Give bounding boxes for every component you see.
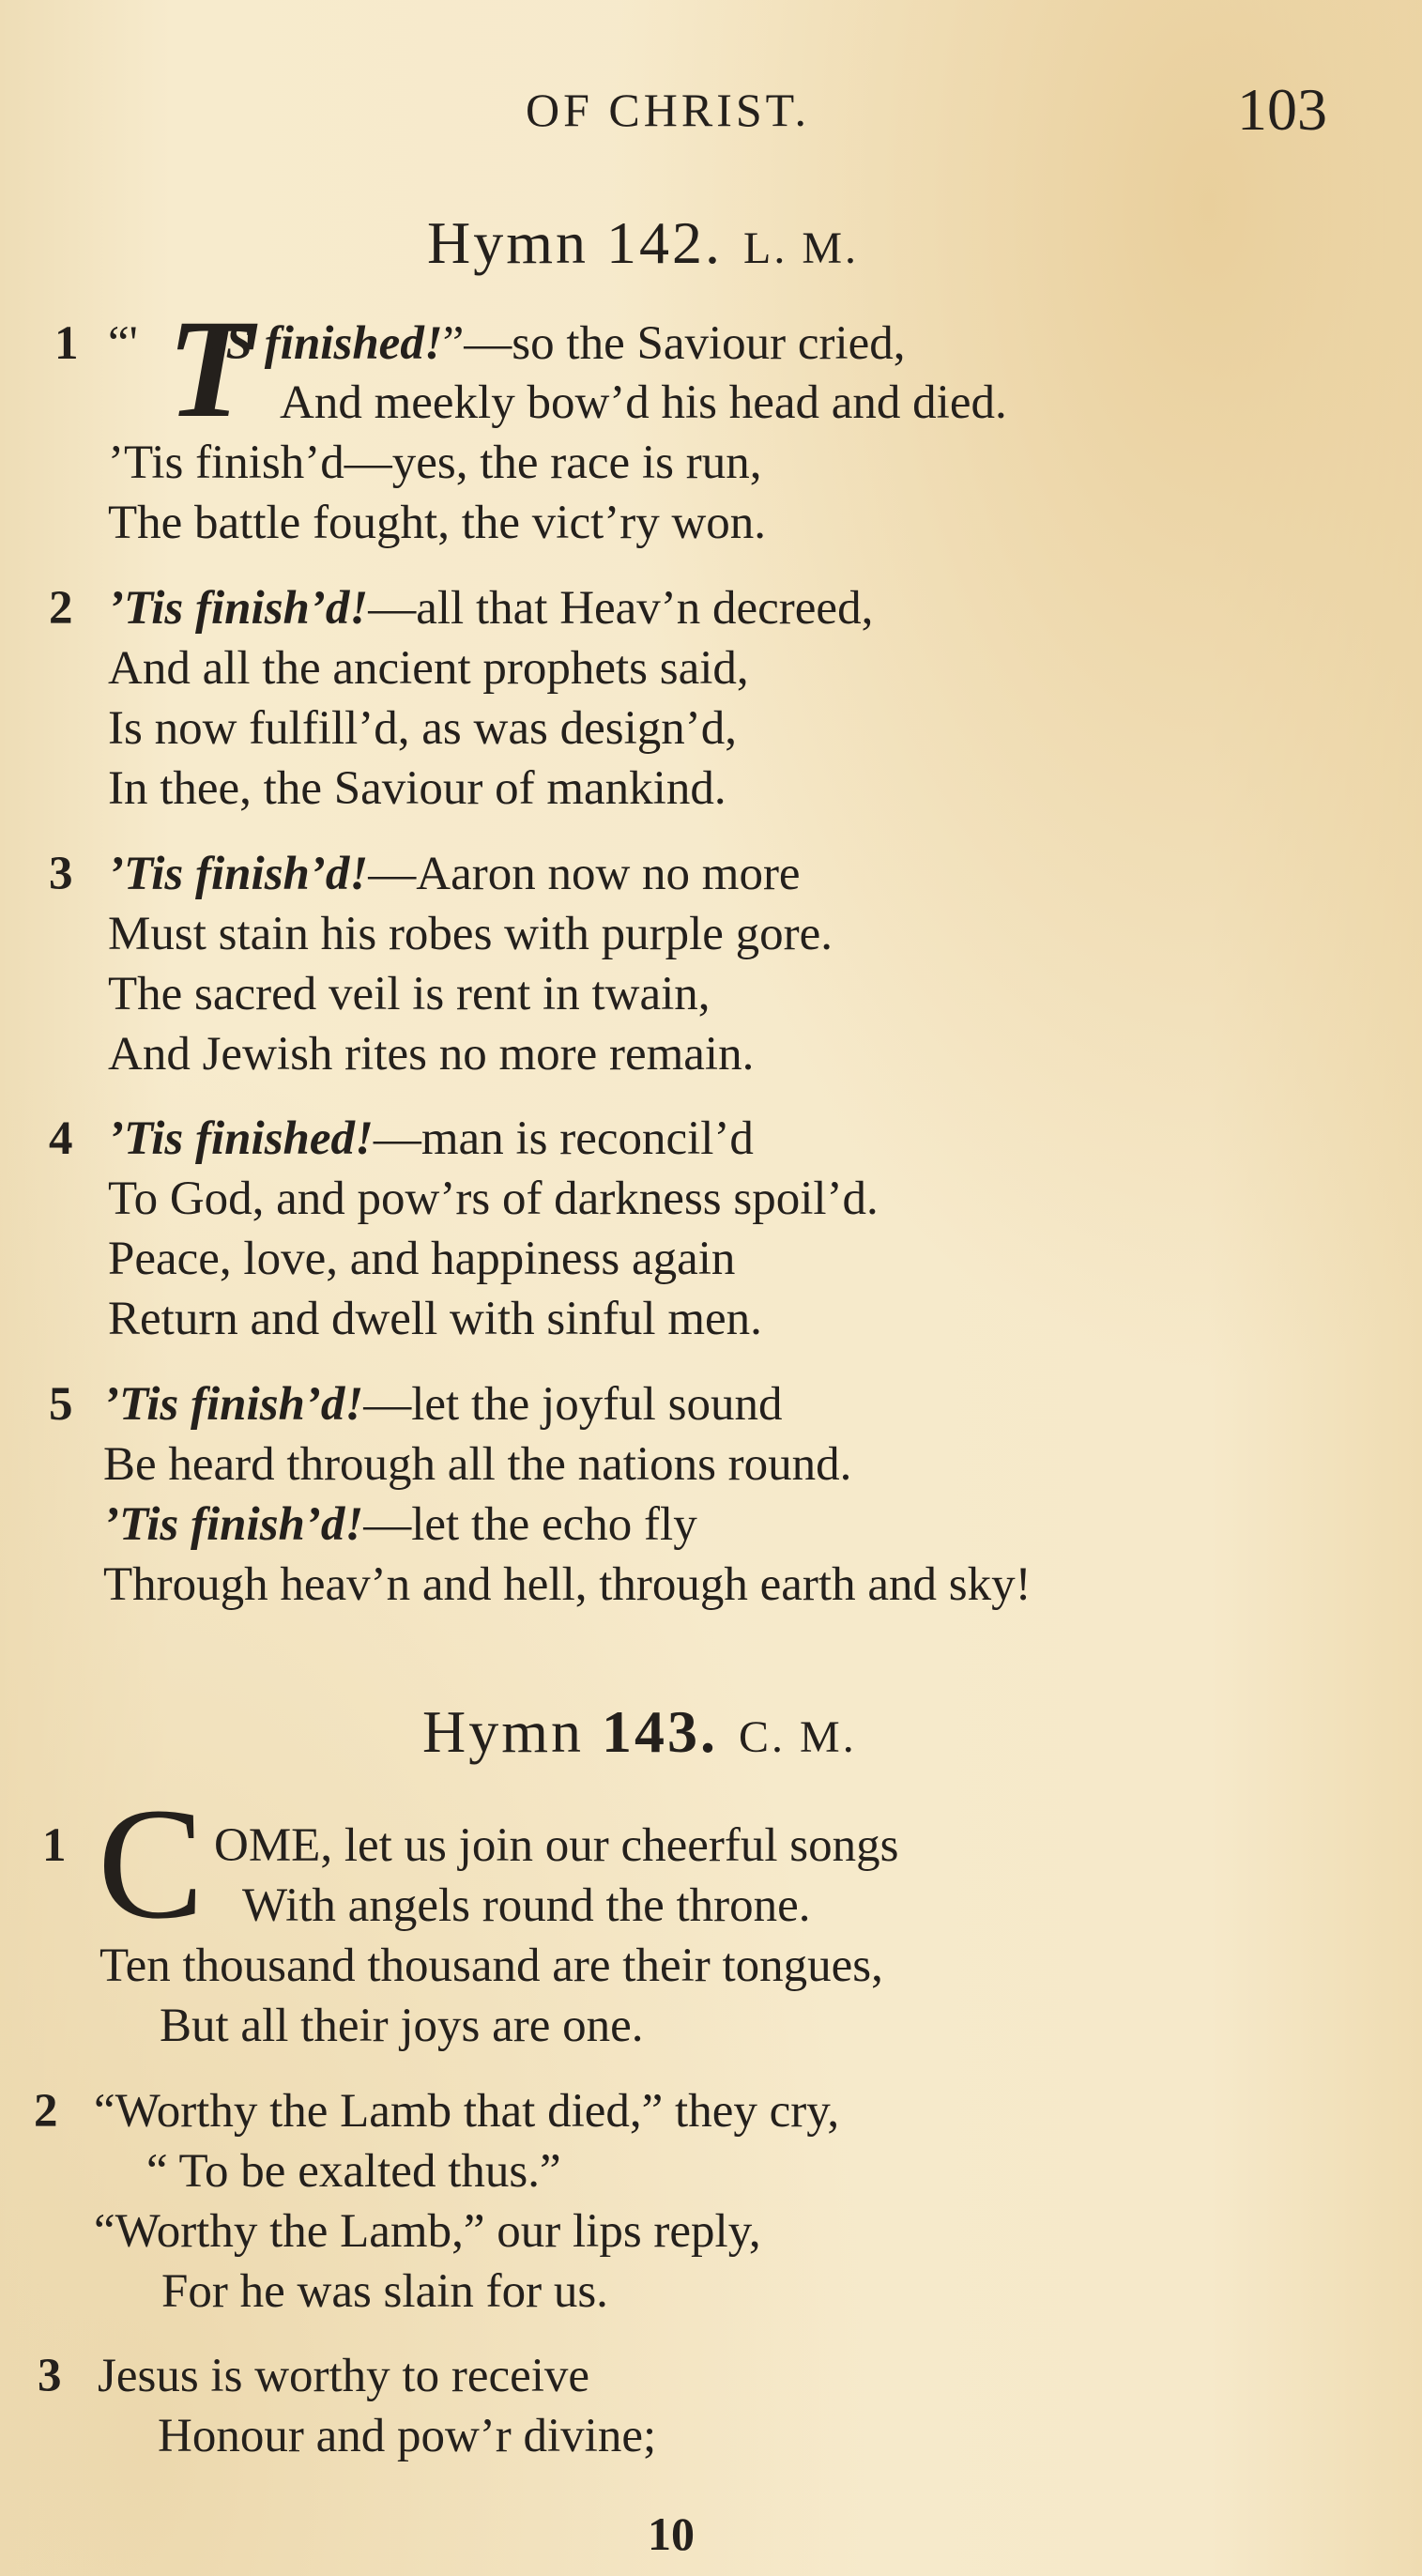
verse-line: ’Tis finish’d!—let the joyful sound <box>103 1378 783 1431</box>
verse-line: The battle fought, the vict’ry won. <box>108 497 767 549</box>
verse-line: And all the ancient prophets said, <box>108 642 749 695</box>
verse-line: ’Tis finished!—man is reconcil’d <box>108 1112 754 1165</box>
hymn-title-text: Hymn 142. <box>427 209 723 276</box>
verse-line: But all their joys are one. <box>160 2000 644 2052</box>
stanza-number: 2 <box>34 2085 58 2138</box>
hymn-142-title <box>427 208 859 278</box>
verse-line: Is now fulfill’d, as was design’d, <box>108 702 737 755</box>
stanza-number: 2 <box>49 582 73 635</box>
verse-line: “' IS finished!”—so the Saviour cried, <box>108 317 906 370</box>
verse-line: In thee, the Saviour of mankind. <box>108 762 726 815</box>
stanza-number: 3 <box>49 848 73 900</box>
verse-line: For he was slain for us. <box>161 2265 608 2318</box>
verse-line: Peace, love, and happiness again <box>108 1233 736 1285</box>
dropcap: T <box>167 291 253 447</box>
verse-line: To God, and pow’rs of darkness spoil’d. <box>108 1173 879 1225</box>
verse-line: Be heard through all the nations round. <box>103 1438 852 1491</box>
verse-line: “Worthy the Lamb,” our lips reply, <box>94 2205 761 2258</box>
verse-line: Must stain his robes with purple gore. <box>108 908 833 960</box>
verse-line: Jesus is worthy to receive <box>98 2350 590 2402</box>
page-number: 103 <box>1237 76 1327 143</box>
hymn-meter: L. M. <box>743 223 859 273</box>
verse-line: ’Tis finish’d—yes, the race is run, <box>108 437 762 489</box>
stanza-number: 4 <box>49 1112 73 1165</box>
stanza-number: 1 <box>54 317 79 370</box>
verse-line: OME, let us join our cheerful songs <box>214 1819 899 1872</box>
signature-mark: 10 <box>648 2507 695 2560</box>
running-title: OF CHRIST. <box>526 84 811 136</box>
verse-line: ’Tis finish’d!—let the echo fly <box>103 1498 697 1551</box>
verse-line: “ To be exalted thus.” <box>146 2145 561 2198</box>
hymn-143-title <box>422 1697 857 1767</box>
verse-line: Through heav’n and hell, through earth and sky! <box>103 1558 1032 1611</box>
hymn-title-text: Hymn <box>422 1698 584 1765</box>
verse-line: Return and dwell with sinful men. <box>108 1293 762 1345</box>
stanza-number: 1 <box>42 1819 67 1872</box>
verse-line: And meekly bow’d his head and died. <box>280 376 1007 429</box>
stanza-number: 3 <box>38 2350 62 2402</box>
stanza-number: 5 <box>49 1378 73 1431</box>
verse-line: And Jewish rites no more remain. <box>108 1028 755 1081</box>
verse-line: ’Tis finish’d!—Aaron now no more <box>108 848 801 900</box>
verse-line: “Worthy the Lamb that died,” they cry, <box>94 2085 840 2138</box>
verse-line: Ten thousand thousand are their tongues, <box>99 1940 883 1992</box>
verse-line: The sacred veil is rent in twain, <box>108 968 711 1020</box>
dropcap: C <box>98 1775 205 1952</box>
verse-line: Honour and pow’r divine; <box>158 2410 657 2462</box>
hymn-title-number: 143. <box>602 1698 718 1765</box>
verse-line: ’Tis finish’d!—all that Heav’n decreed, <box>108 582 874 635</box>
verse-line: With angels round the throne. <box>242 1879 811 1932</box>
hymn-meter: C. M. <box>739 1712 857 1762</box>
